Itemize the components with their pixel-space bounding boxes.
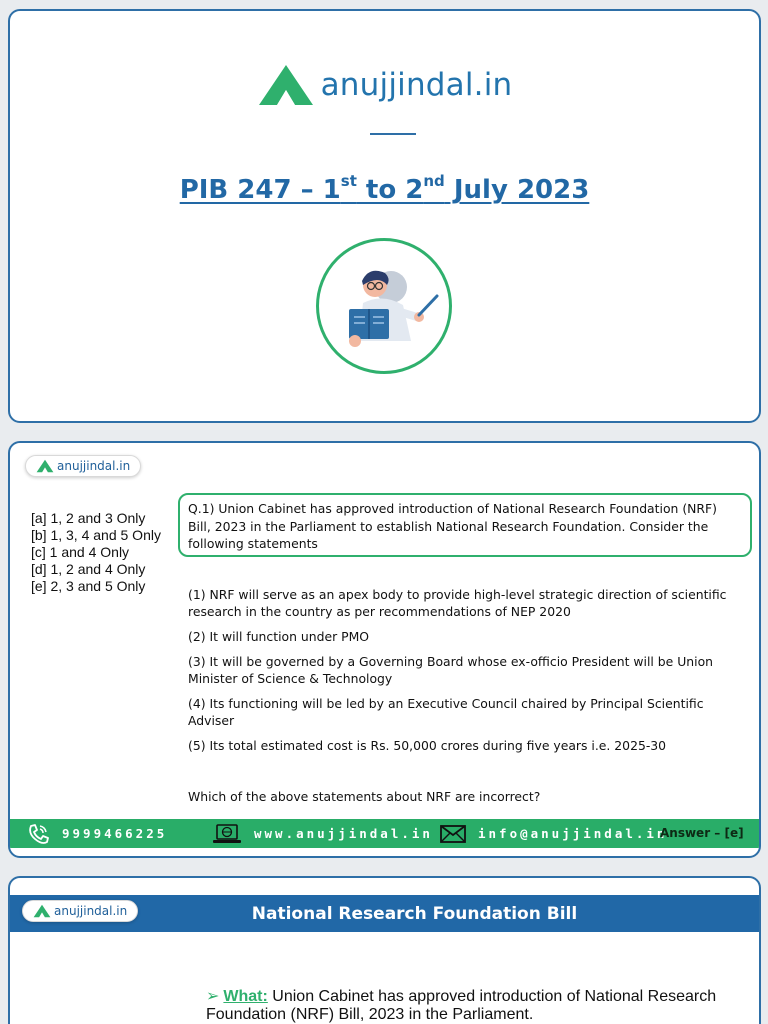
- what-bullet: [206, 988, 726, 1024]
- logo-mark-icon: [36, 459, 54, 473]
- statement-5: (5) Its total estimated cost is Rs. 50,000 crores during five years i.e. 2025-30: [188, 738, 667, 753]
- mail-icon: [440, 825, 466, 843]
- what-label: What:: [223, 988, 268, 1005]
- option-e: [e] 2, 3 and 5 Only: [31, 578, 146, 594]
- statement-1: (1) NRF will serve as an apex body to provide high-level strategic direction of scientific research in the country as per recommendations of NEP 2020: [188, 587, 727, 619]
- what-text: Union Cabinet has approved introduction of National Research Foundation (NRF) Bill, 2023 in the Parliament.: [206, 988, 717, 1023]
- brand-name: anujjindal.in: [320, 67, 513, 103]
- statement-2: (2) It will function under PMO: [188, 629, 370, 644]
- cover-slide: [8, 9, 761, 423]
- teacher-illustration: [316, 238, 452, 374]
- statement-4: (4) Its functioning will be led by an Executive Council chaired by Principal Scientific Adviser: [188, 696, 704, 728]
- footer-email[interactable]: info@anujjindal.in: [440, 825, 667, 843]
- brand-name: anujjindal.in: [54, 904, 128, 918]
- statement-list: [188, 586, 748, 762]
- phone-icon: [26, 823, 50, 845]
- brand-logo: [10, 63, 759, 107]
- brand-pill-logo: [22, 900, 138, 922]
- answer-options: [31, 510, 161, 595]
- question-ask: Which of the above statements about NRF are incorrect?: [188, 789, 541, 804]
- brand-pill-logo: [25, 455, 141, 477]
- option-c: [c] 1 and 4 Only: [31, 544, 130, 560]
- arrow-bullet-icon: ➢: [206, 988, 220, 1005]
- notes-slide: [8, 876, 761, 1024]
- footer-phone[interactable]: 9999466225: [26, 823, 167, 845]
- page-title: PIB 247 – 1st to 2nd July 2023: [179, 172, 590, 205]
- footer-website[interactable]: www.anujjindal.in: [212, 824, 433, 844]
- logo-mark-icon: [33, 904, 51, 918]
- teacher-with-book-icon: [319, 241, 449, 371]
- option-a: [a] 1, 2 and 3 Only: [31, 510, 146, 526]
- statement-3: (3) It will be governed by a Governing Board whose ex-officio President will be Union Minister of Science & Technology: [188, 654, 714, 686]
- laptop-globe-icon: [212, 824, 242, 844]
- banner-title: National Research Foundation Bill: [251, 904, 578, 924]
- option-b: [b] 1, 3, 4 and 5 Only: [31, 527, 161, 543]
- contact-footer: [10, 819, 759, 848]
- brand-name: anujjindal.in: [57, 459, 131, 473]
- question-text: Q.1) Union Cabinet has approved introduction of National Research Foundation (NRF) Bill, 2023 in the Parliament to establish National Research Foundation. Consider the following statements: [178, 493, 752, 557]
- option-d: [d] 1, 2 and 4 Only: [31, 561, 146, 577]
- question-slide: [8, 441, 761, 858]
- title-divider: [370, 133, 416, 135]
- answer-label: Answer – [e]: [660, 826, 744, 840]
- logo-mark-icon: [257, 63, 315, 107]
